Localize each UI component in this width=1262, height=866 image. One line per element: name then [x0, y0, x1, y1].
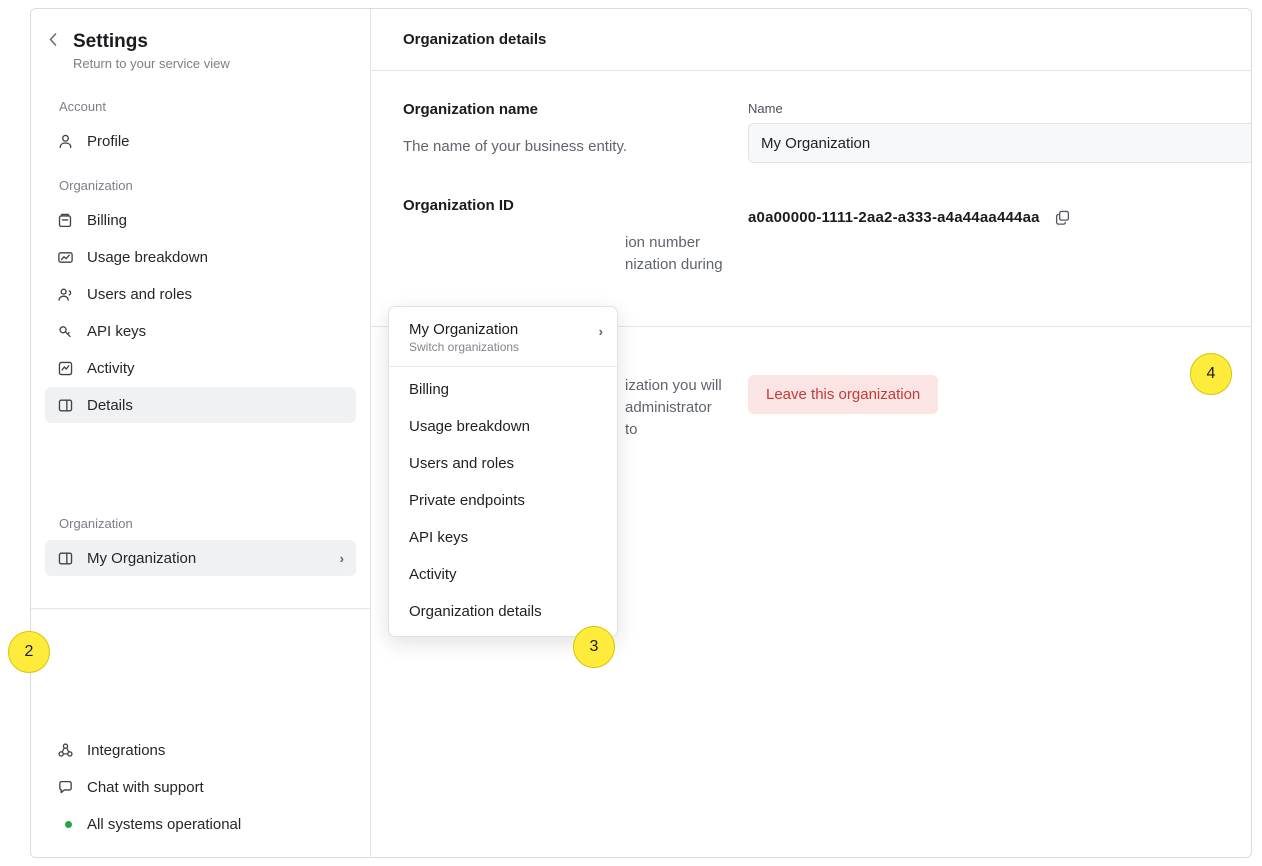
- popover-item-activity[interactable]: Activity: [409, 566, 457, 583]
- section-title: Organization ID: [403, 197, 514, 214]
- sidebar-item-label: Chat with support: [87, 778, 204, 796]
- sidebar-item-details[interactable]: [45, 387, 356, 423]
- integrations-icon: [57, 742, 81, 759]
- organization-id-row: [748, 197, 1219, 226]
- sidebar-item-label: My Organization: [87, 549, 197, 567]
- sidebar-section-account: Account: [59, 99, 106, 114]
- callout-badge-4: 4: [1190, 353, 1232, 395]
- organization-name-section: [371, 71, 1251, 163]
- return-to-service-link[interactable]: Return to your service view: [73, 56, 230, 71]
- organization-id-section: [371, 163, 1251, 276]
- status-dot-icon: [57, 821, 81, 828]
- popover-item-private-endpoints[interactable]: Private endpoints: [409, 492, 525, 509]
- sidebar-section-organization: Organization: [59, 178, 133, 193]
- sidebar-item-my-organization[interactable]: [45, 540, 356, 576]
- sidebar-item-integrations[interactable]: [45, 732, 356, 768]
- sidebar-item-label: Details: [87, 396, 133, 414]
- section-description: The name of your business entity.: [403, 138, 628, 155]
- section-description-line2: nization during: [625, 256, 723, 273]
- sidebar-item-profile[interactable]: [45, 123, 356, 159]
- organization-name-info: [403, 101, 748, 163]
- organization-id-info: [403, 197, 748, 276]
- sidebar-item-label: API keys: [87, 322, 147, 340]
- sidebar-item-label: Usage breakdown: [87, 248, 208, 266]
- chevron-left-icon[interactable]: [49, 31, 65, 53]
- leave-organization-action: [748, 375, 1219, 441]
- panel-icon: [57, 550, 81, 567]
- sidebar-item-billing[interactable]: [45, 202, 356, 238]
- sidebar-header: [31, 9, 370, 81]
- key-icon: [57, 323, 81, 340]
- popover-item-users-and-roles[interactable]: Users and roles: [409, 455, 515, 472]
- sidebar-item-label: Users and roles: [87, 285, 193, 303]
- popover-item-billing[interactable]: Billing: [409, 381, 450, 398]
- app-window: [30, 8, 1252, 858]
- sidebar-item-activity[interactable]: [45, 350, 356, 386]
- sidebar-item-label: Profile: [87, 132, 130, 150]
- copy-icon[interactable]: [1054, 209, 1071, 226]
- panel-icon: [57, 397, 81, 414]
- chart-box-icon: [57, 249, 81, 266]
- organization-switcher-popover: [388, 306, 618, 637]
- sidebar-footer: [31, 731, 370, 843]
- chat-icon: [57, 779, 81, 796]
- popover-item-usage-breakdown[interactable]: Usage breakdown: [409, 418, 530, 435]
- sidebar-item-label: All systems operational: [87, 815, 242, 833]
- popover-switch-label: Switch organizations: [409, 340, 520, 354]
- sidebar-section-organization-switcher: Organization: [59, 516, 133, 531]
- sidebar-item-label: Activity: [87, 359, 135, 377]
- organization-id-value: a0a00000-1111-2aa2-a333-a4a44aa444aa: [748, 209, 1040, 226]
- name-field-label: Name: [748, 101, 783, 116]
- organization-id-value-wrap: [748, 197, 1219, 276]
- activity-icon: [57, 360, 81, 377]
- chevron-right-icon: ›: [598, 324, 603, 339]
- leave-organization-button[interactable]: Leave this organization: [748, 375, 938, 414]
- settings-sidebar: [31, 9, 371, 857]
- popover-divider: [389, 366, 617, 367]
- popover-switch-organizations[interactable]: [389, 313, 617, 364]
- person-icon: [57, 133, 81, 150]
- page-title: Settings: [73, 31, 148, 52]
- sidebar-item-label: Integrations: [87, 741, 166, 759]
- sidebar-item-api-keys[interactable]: [45, 313, 356, 349]
- section-title: Organization name: [403, 101, 539, 118]
- popover-org-name: My Organization: [409, 321, 519, 338]
- sidebar-item-label: Billing: [87, 211, 128, 229]
- section-description-line2: administrator to: [625, 399, 712, 438]
- popover-item-api-keys[interactable]: API keys: [409, 529, 469, 546]
- section-description-line1: ization you will: [625, 377, 722, 394]
- sidebar-item-usage-breakdown[interactable]: [45, 239, 356, 275]
- chevron-right-icon: ›: [339, 550, 344, 566]
- section-description-line1: ion number: [625, 234, 701, 251]
- main-header-title: Organization details: [371, 9, 1251, 71]
- sidebar-item-chat-with-support[interactable]: [45, 769, 356, 805]
- sidebar-item-users-and-roles[interactable]: [45, 276, 356, 312]
- callout-badge-3: 3: [573, 626, 615, 668]
- callout-badge-2: 2: [8, 631, 50, 673]
- organization-name-input[interactable]: [748, 123, 1251, 163]
- sidebar-item-system-status[interactable]: [45, 806, 356, 842]
- receipt-icon: [57, 212, 81, 229]
- organization-name-field: [748, 101, 1251, 163]
- popover-item-organization-details[interactable]: Organization details: [409, 603, 542, 620]
- sidebar-divider: [31, 608, 370, 609]
- people-icon: [57, 286, 81, 303]
